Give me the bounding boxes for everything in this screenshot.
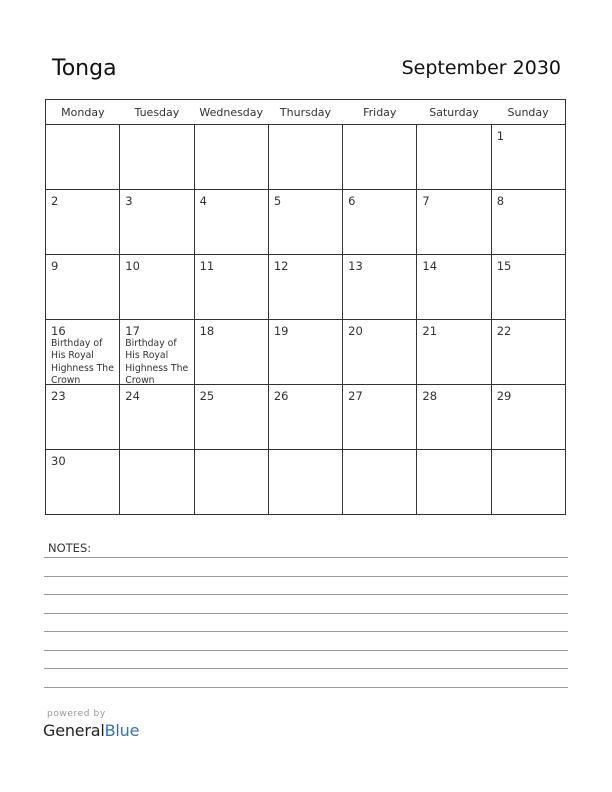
day-number: 26 bbox=[273, 389, 289, 403]
notes-line bbox=[44, 594, 568, 595]
day-number: 24 bbox=[125, 389, 140, 403]
empty-day-cell bbox=[491, 450, 565, 515]
holiday-event: Birthday of His Royal Highness The Crown bbox=[51, 338, 114, 386]
day-cell bbox=[491, 385, 565, 450]
weekday-header: Sunday bbox=[491, 100, 565, 125]
day-cell bbox=[120, 255, 194, 320]
day-number: 27 bbox=[348, 389, 363, 403]
empty-day-cell bbox=[268, 125, 342, 190]
empty-day-cell bbox=[268, 450, 342, 515]
day-number: 14 bbox=[422, 259, 438, 273]
day-number: 10 bbox=[125, 259, 140, 273]
day-number: 22 bbox=[496, 324, 512, 338]
day-cell bbox=[343, 385, 417, 450]
day-number: 11 bbox=[199, 259, 215, 273]
day-number: 12 bbox=[273, 259, 289, 273]
calendar-week-row bbox=[46, 385, 566, 450]
weekday-header: Thursday bbox=[268, 100, 342, 125]
day-number: 1 bbox=[496, 129, 505, 143]
day-number: 4 bbox=[199, 194, 207, 208]
day-cell bbox=[491, 190, 565, 255]
day-number: 21 bbox=[422, 324, 438, 338]
day-cell bbox=[46, 450, 120, 515]
day-number: 5 bbox=[273, 194, 282, 208]
day-cell bbox=[194, 320, 268, 385]
notes-line bbox=[44, 613, 568, 614]
day-number: 2 bbox=[51, 194, 59, 208]
empty-day-cell bbox=[46, 125, 120, 190]
day-cell bbox=[120, 385, 194, 450]
notes-line bbox=[44, 576, 568, 577]
day-number: 28 bbox=[422, 389, 438, 403]
day-number: 6 bbox=[348, 194, 356, 208]
day-number: 17 bbox=[125, 324, 140, 338]
day-cell bbox=[491, 125, 565, 190]
day-cell bbox=[120, 320, 194, 385]
day-number: 9 bbox=[51, 259, 59, 273]
notes-line bbox=[44, 650, 568, 651]
day-cell bbox=[46, 190, 120, 255]
empty-day-cell bbox=[120, 450, 194, 515]
day-cell bbox=[343, 190, 417, 255]
notes-line bbox=[44, 687, 568, 688]
country-title: Tonga bbox=[52, 56, 117, 81]
notes-line bbox=[44, 668, 568, 669]
notes-line bbox=[44, 631, 568, 632]
day-number: 30 bbox=[51, 454, 66, 468]
day-cell bbox=[417, 385, 491, 450]
day-cell bbox=[46, 255, 120, 320]
day-number: 13 bbox=[348, 259, 363, 273]
day-cell bbox=[120, 190, 194, 255]
day-number: 19 bbox=[273, 324, 289, 338]
day-number: 18 bbox=[199, 324, 215, 338]
empty-day-cell bbox=[417, 125, 491, 190]
day-cell bbox=[268, 320, 342, 385]
empty-day-cell bbox=[194, 450, 268, 515]
logo-blue-text: Blue bbox=[104, 721, 140, 740]
day-cell bbox=[491, 320, 565, 385]
calendar-week-row bbox=[46, 320, 566, 385]
calendar-grid bbox=[45, 99, 566, 515]
weekday-header: Monday bbox=[46, 100, 120, 125]
day-cell bbox=[268, 255, 342, 320]
calendar-week-row bbox=[46, 255, 566, 320]
day-cell bbox=[417, 190, 491, 255]
day-cell bbox=[268, 190, 342, 255]
day-cell bbox=[194, 385, 268, 450]
weekday-header-row bbox=[46, 100, 566, 125]
notes-line bbox=[44, 557, 568, 558]
day-cell bbox=[417, 320, 491, 385]
day-cell bbox=[417, 255, 491, 320]
empty-day-cell bbox=[120, 125, 194, 190]
powered-by-text: powered by bbox=[47, 709, 106, 719]
day-number: 15 bbox=[496, 259, 512, 273]
empty-day-cell bbox=[417, 450, 491, 515]
calendar-week-row bbox=[46, 450, 566, 515]
month-year-title: September 2030 bbox=[401, 57, 561, 79]
day-number: 8 bbox=[496, 194, 505, 208]
holiday-event: Birthday of His Royal Highness The Crown bbox=[125, 338, 189, 386]
logo-general-text: General bbox=[43, 721, 105, 740]
day-cell bbox=[491, 255, 565, 320]
calendar-week-row bbox=[46, 190, 566, 255]
empty-day-cell bbox=[343, 450, 417, 515]
empty-day-cell bbox=[343, 125, 417, 190]
day-cell bbox=[46, 320, 120, 385]
weekday-header: Saturday bbox=[417, 100, 491, 125]
day-cell bbox=[343, 320, 417, 385]
day-number: 20 bbox=[348, 324, 363, 338]
day-number: 23 bbox=[51, 389, 66, 403]
calendar-week-row bbox=[46, 125, 566, 190]
day-cell bbox=[46, 385, 120, 450]
day-number: 25 bbox=[199, 389, 215, 403]
generalblue-logo[interactable] bbox=[43, 721, 139, 740]
day-cell bbox=[194, 190, 268, 255]
weekday-header: Tuesday bbox=[120, 100, 194, 125]
weekday-header: Wednesday bbox=[194, 100, 268, 125]
day-cell bbox=[343, 255, 417, 320]
day-number: 29 bbox=[496, 389, 512, 403]
weekday-header: Friday bbox=[343, 100, 417, 125]
day-number: 3 bbox=[125, 194, 133, 208]
notes-label: NOTES: bbox=[48, 541, 92, 555]
day-number: 7 bbox=[422, 194, 430, 208]
day-number: 16 bbox=[51, 324, 66, 338]
day-cell bbox=[268, 385, 342, 450]
day-cell bbox=[194, 255, 268, 320]
empty-day-cell bbox=[194, 125, 268, 190]
